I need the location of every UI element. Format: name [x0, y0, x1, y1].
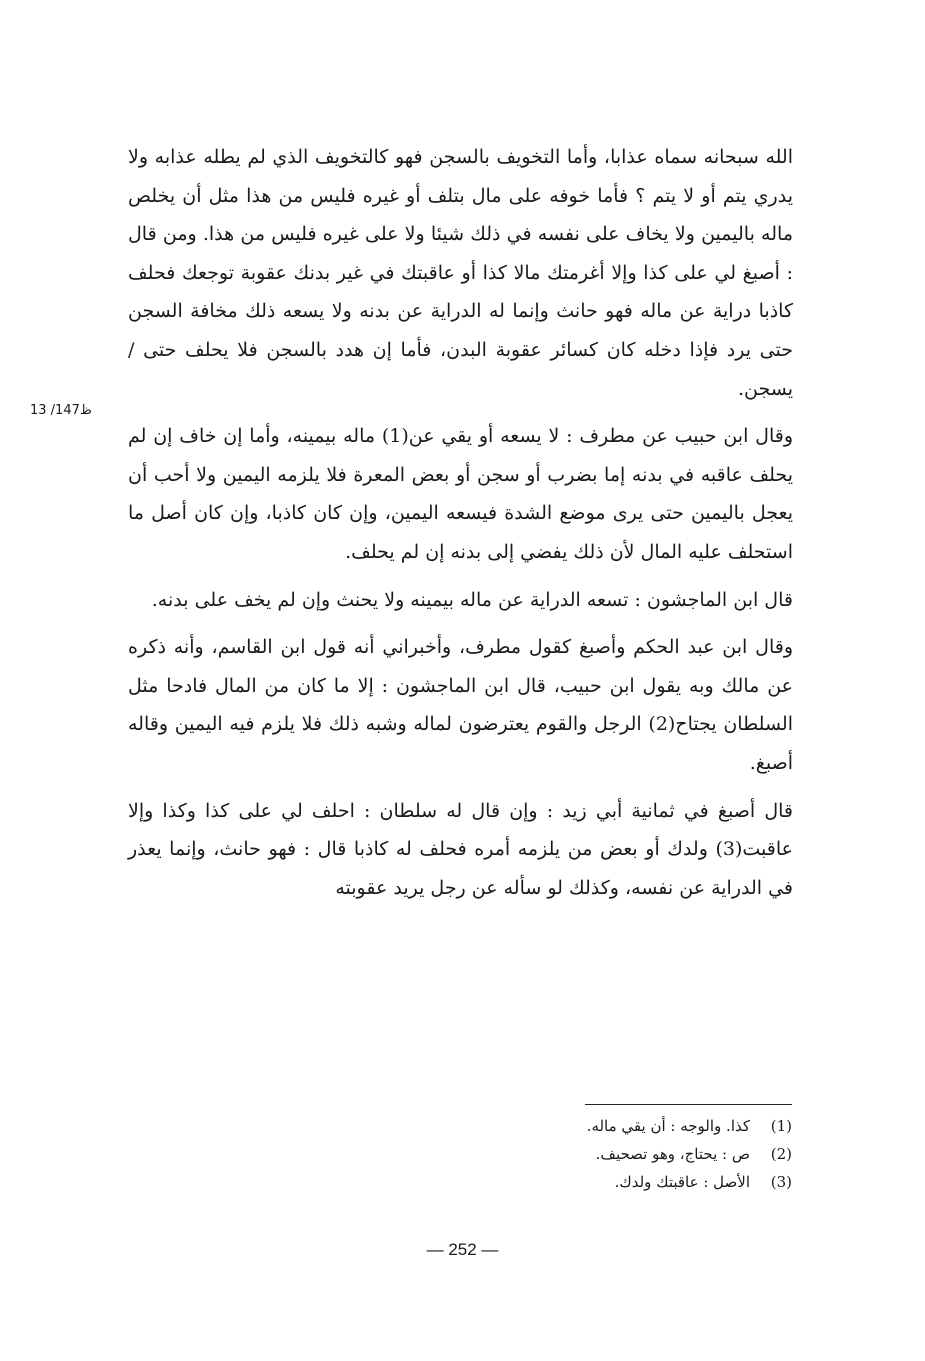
page-number: — 252 — — [426, 1240, 499, 1259]
footnotes — [440, 1112, 792, 1196]
main-text — [128, 138, 793, 907]
paragraph: قال أصبغ في ثمانية أبي زيد : وإن قال له سلطان : احلف لي على كذا وكذا وإلا عاقبت(3) ولدك أو بعض من يلزمه أمره فحلف له كاذبا قال : فهو حانث، وإنما يعذر في الدراية عن نفسه، وكذلك لو سأله عن رجل يريد عقوبته — [128, 799, 793, 899]
footnote-number: (3) — [770, 1173, 792, 1191]
margin-folio-note: 13 /147ظ — [30, 403, 92, 418]
paragraph: الله سبحانه سماه عذابا، وأما التخويف بالسجن فهو كالتخويف الذي لم يطله عذابه ولا يدري يتم أو لا يتم ؟ فأما خوفه على مال بتلف أو غيره فليس من هذا مثل أن يخلص ماله باليمين ولا يخاف على نفسه في ذلك شيئا ولا على غيره فليس من هذا. ومن قال : أصبغ لي على كذا وإلا أغرمتك مالا كذا أو عاقبتك في غير بدنك عقوبة توجعك فحلف كاذبا دراية عن ماله فهو حانث وإنما له الدراية عن بدنه ولا يسعه ذلك مخافة السجن حتى يرد فإذا دخله كان كسائر عقوبة البدن، فأما إن هدد بالسجن فلا يحلف حتى / يسجن. — [128, 146, 793, 400]
footnote-number: (1) — [770, 1117, 792, 1135]
footnote-text: ص : يحتاج، وهو تصحيف. — [595, 1145, 750, 1163]
footnote — [440, 1168, 792, 1196]
paragraph: وقال ابن عبد الحكم وأصبغ كقول مطرف، وأخبراني أنه قول ابن القاسم، وأنه ذكره عن مالك وبه يقول ابن حبيب، قال ابن الماجشون : إلا ما كان من المال فادحا مثل السلطان يجتاح(2) الرجل والقوم يعترضون لماله وشبه ذلك فلا يلزم فيه اليمين وقاله أصبغ. — [128, 636, 793, 774]
footnote-divider — [585, 1104, 792, 1105]
footnote — [440, 1112, 792, 1140]
paragraph: وقال ابن حبيب عن مطرف : لا يسعه أو يقي عن(1) ماله بيمينه، وأما إن خاف إن لم يحلف عاقبه في بدنه إما بضرب أو سجن أو بعض المعرة فلا يلزمه اليمين ولا أحب أن يعجل باليمين حتى يرى موضع الشدة فيسعه اليمين، وإن كان كاذبا، وإن كان أصل ما استحلف عليه المال لأن ذلك يفضي إلى بدنه إن لم يحلف. — [128, 425, 793, 563]
footnote — [440, 1140, 792, 1168]
footnote-text: الأصل : عاقبتك ولدك. — [614, 1173, 750, 1191]
footnote-text: كذا. والوجه : أن يقي ماله. — [586, 1117, 750, 1135]
footnote-number: (2) — [770, 1145, 792, 1163]
paragraph: قال ابن الماجشون : تسعه الدراية عن ماله بيمينه ولا يحنث وإن لم يخف على بدنه. — [151, 588, 793, 611]
